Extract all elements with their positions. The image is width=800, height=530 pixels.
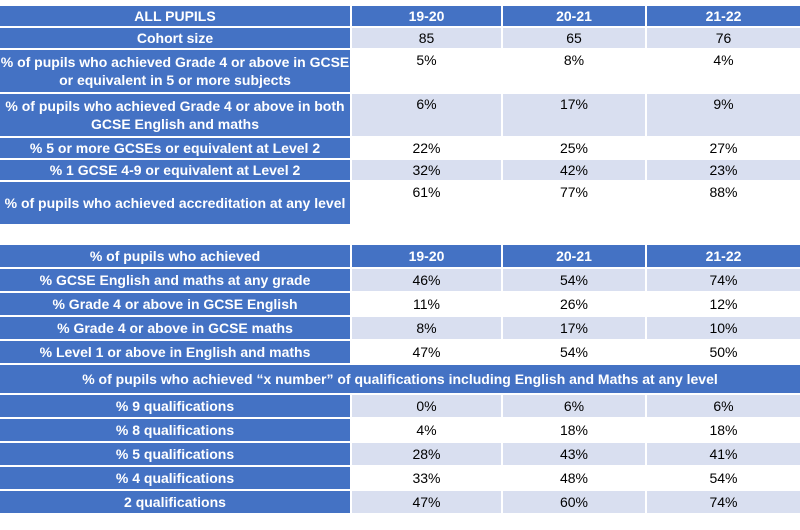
table-row [0, 160, 800, 182]
header-year-19-20: 19-20 [352, 6, 503, 28]
header-year-19-20: 19-20 [352, 245, 503, 269]
header-year-21-22: 21-22 [647, 6, 800, 28]
cell-value: 25% [503, 138, 647, 160]
row-label: % 8 qualifications [0, 419, 352, 443]
cell-value: 43% [503, 443, 647, 467]
table-row [0, 467, 800, 491]
row-label: % of pupils who achieved accreditation at any level [0, 182, 352, 226]
cell-value: 4% [352, 419, 503, 443]
header-year-21-22: 21-22 [647, 245, 800, 269]
cell-value: 42% [503, 160, 647, 182]
cell-value: 9% [647, 94, 800, 138]
cell-value: 6% [647, 395, 800, 419]
cell-value: 76 [647, 28, 800, 50]
cell-value: 27% [647, 138, 800, 160]
row-label: % 4 qualifications [0, 467, 352, 491]
table-row [0, 50, 800, 94]
table-header-row [0, 245, 800, 269]
cell-value: 17% [503, 94, 647, 138]
cell-value: 6% [503, 395, 647, 419]
table-row [0, 341, 800, 365]
cell-value: 10% [647, 317, 800, 341]
row-label: % Grade 4 or above in GCSE English [0, 293, 352, 317]
row-label: % 9 qualifications [0, 395, 352, 419]
header-pupils-achieved: % of pupils who achieved [0, 245, 352, 269]
table-header-row [0, 6, 800, 28]
cell-value: 46% [352, 269, 503, 293]
cell-value: 12% [647, 293, 800, 317]
row-label: % Grade 4 or above in GCSE maths [0, 317, 352, 341]
cell-value: 47% [352, 341, 503, 365]
cell-value: 88% [647, 182, 800, 226]
cell-value: 74% [647, 269, 800, 293]
cell-value: 6% [352, 94, 503, 138]
cell-value: 60% [503, 491, 647, 515]
row-label: % 1 GCSE 4-9 or equivalent at Level 2 [0, 160, 352, 182]
table-row [0, 293, 800, 317]
cell-value: 8% [352, 317, 503, 341]
span-header-row [0, 365, 800, 395]
table-row [0, 269, 800, 293]
cell-value: 18% [647, 419, 800, 443]
cell-value: 32% [352, 160, 503, 182]
cell-value: 65 [503, 28, 647, 50]
cell-value: 50% [647, 341, 800, 365]
row-label: % 5 qualifications [0, 443, 352, 467]
table-row [0, 317, 800, 341]
header-year-20-21: 20-21 [503, 6, 647, 28]
table-row [0, 443, 800, 467]
row-label: % 5 or more GCSEs or equivalent at Level 2 [0, 138, 352, 160]
cell-value: 48% [503, 467, 647, 491]
row-label: % of pupils who achieved Grade 4 or above in both GCSE English and maths [0, 94, 352, 138]
row-label: Cohort size [0, 28, 352, 50]
cell-value: 54% [503, 341, 647, 365]
cell-value: 4% [647, 50, 800, 94]
cell-value: 61% [352, 182, 503, 226]
cell-value: 85 [352, 28, 503, 50]
cell-value: 22% [352, 138, 503, 160]
table-row [0, 182, 800, 226]
table-row [0, 138, 800, 160]
cell-value: 54% [647, 467, 800, 491]
row-label: 2 qualifications [0, 491, 352, 515]
header-year-20-21: 20-21 [503, 245, 647, 269]
cell-value: 26% [503, 293, 647, 317]
table-row [0, 28, 800, 50]
cell-value: 28% [352, 443, 503, 467]
cell-value: 74% [647, 491, 800, 515]
table-row [0, 491, 800, 515]
table-row [0, 395, 800, 419]
cell-value: 77% [503, 182, 647, 226]
cell-value: 18% [503, 419, 647, 443]
cell-value: 11% [352, 293, 503, 317]
header-all-pupils: ALL PUPILS [0, 6, 352, 28]
table-row [0, 419, 800, 443]
cell-value: 47% [352, 491, 503, 515]
table-row [0, 94, 800, 138]
row-label: % GCSE English and maths at any grade [0, 269, 352, 293]
cell-value: 23% [647, 160, 800, 182]
cell-value: 0% [352, 395, 503, 419]
cell-value: 33% [352, 467, 503, 491]
cell-value: 5% [352, 50, 503, 94]
span-header: % of pupils who achieved “x number” of qualifications including English and Maths at any level [0, 365, 800, 395]
all-pupils-table [0, 6, 800, 226]
row-label: % Level 1 or above in English and maths [0, 341, 352, 365]
row-label: % of pupils who achieved Grade 4 or above in GCSE or equivalent in 5 or more subjects [0, 50, 352, 94]
qualifications-table [0, 245, 800, 515]
cell-value: 8% [503, 50, 647, 94]
cell-value: 17% [503, 317, 647, 341]
cell-value: 54% [503, 269, 647, 293]
cell-value: 41% [647, 443, 800, 467]
